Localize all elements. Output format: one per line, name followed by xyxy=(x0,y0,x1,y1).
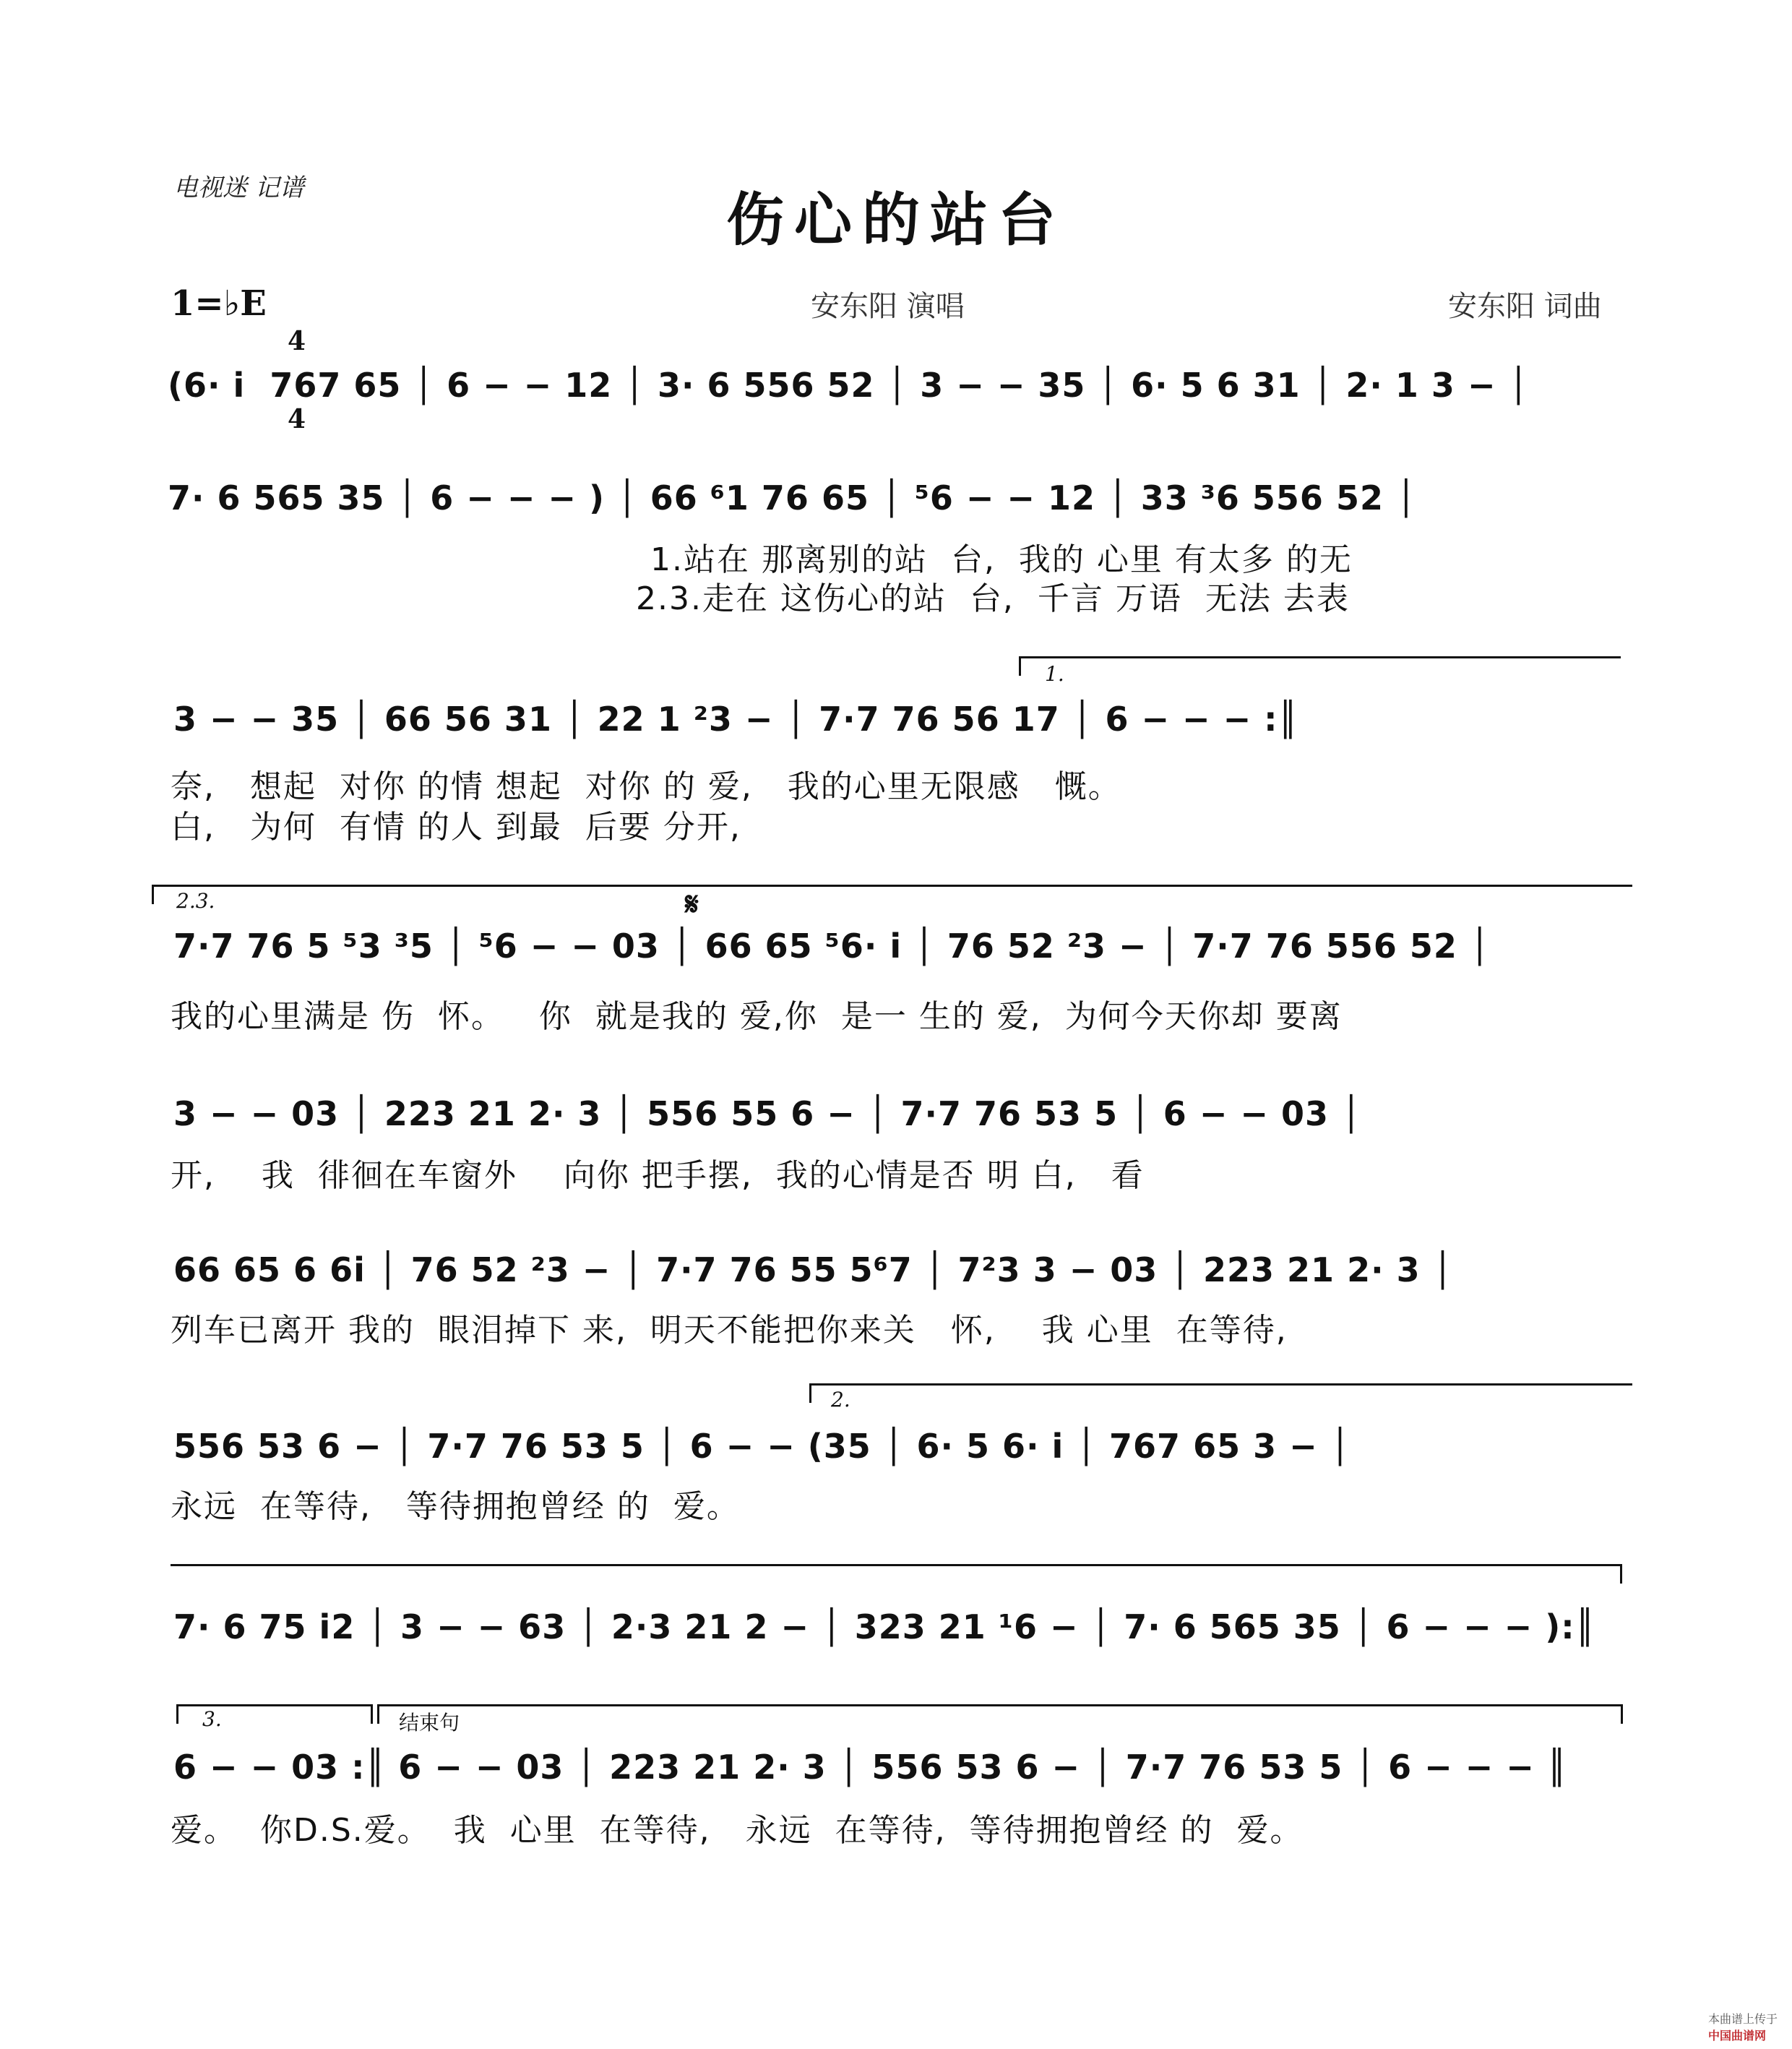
score-row-9-notes: 6 − − 03 :║ 6 − − 03 │ 223 21 2· 3 │ 556 53 6 − │ 7·7 76 53 5 │ 6 − − − ║ xyxy=(173,1748,1568,1787)
time-signature-top: 4 xyxy=(288,326,306,356)
score-row-1-notes: (6· i 767 65 │ 6 − − 12 │ 3· 6 556 52 │ 3 − − 35 │ 6· 5 6 31 │ 2· 1 3 − │ xyxy=(168,366,1530,405)
score-row-3-lyric-verse-1: 奈, 想起 对你 的情 想起 对你 的 爱, 我的心里无限感 慨。 xyxy=(171,768,1121,805)
volta-bracket-1 xyxy=(1019,656,1621,676)
volta-label-2: 2. xyxy=(831,1388,850,1412)
footer-upload-text: 本曲谱上传于 xyxy=(1707,2012,1778,2026)
volta-bracket-2 xyxy=(809,1383,1632,1403)
volta-label-1: 1. xyxy=(1045,662,1064,686)
score-row-9-lyric: 爱。 你D.S.爱。 我 心里 在等待, 永远 在等待, 等待拥抱曾经 的 爱。 xyxy=(171,1812,1304,1849)
score-row-2-notes: 7· 6 565 35 │ 6 − − − ) │ 66 ⁶1 76 65 │ ⁵6 − − 12 │ 33 ³6 556 52 │ xyxy=(168,478,1417,517)
volta-label-2-3: 2.3. xyxy=(176,889,215,913)
score-row-3-notes: 3 − − 35 │ 66 56 31 │ 22 1 ²3 − │ 7·7 76 56 17 │ 6 − − − :║ xyxy=(173,700,1299,739)
segno-sign: 𝄋 xyxy=(685,886,699,923)
score-row-2-lyric-verse-2: 2.3.走在 这伤心的站 台, 千言 万语 无法 去表 xyxy=(636,580,1350,617)
song-title: 伤心的站台 xyxy=(726,186,1066,254)
footer-site-name: 中国曲谱网 xyxy=(1707,2029,1766,2042)
time-signature-bottom: 4 xyxy=(288,404,306,434)
score-row-7-notes: 556 53 6 − │ 7·7 76 53 5 │ 6 − − (35 │ 6· 5 6· i │ 767 65 3 − │ xyxy=(173,1427,1351,1466)
score-row-2-lyric-verse-1: 1.站在 那离别的站 台, 我的 心里 有太多 的无 xyxy=(650,541,1353,578)
score-row-8-notes: 7· 6 75 i2 │ 3 − − 63 │ 2·3 21 2 − │ 323 21 ¹6 − │ 7· 6 565 35 │ 6 − − − ):║ xyxy=(173,1607,1596,1646)
score-row-5-notes: 3 − − 03 │ 223 21 2· 3 │ 556 55 6 − │ 7·7 76 53 5 │ 6 − − 03 │ xyxy=(173,1094,1362,1133)
coda-bracket xyxy=(377,1704,1623,1724)
score-row-7-lyric: 永远 在等待, 等待拥抱曾经 的 爱。 xyxy=(171,1488,740,1525)
volta-label-3: 3. xyxy=(202,1707,222,1731)
transcriber-credit: 电视迷 记谱 xyxy=(173,173,304,202)
performer: 安东阳 演唱 xyxy=(811,290,965,323)
score-row-4-notes: 7·7 76 5 ⁵3 ³5 │ ⁵6 − − 03 │ 66 65 ⁵6· i │ 76 52 ²3 − │ 7·7 76 556 52 │ xyxy=(173,927,1491,966)
score-row-5-lyric: 开, 我 徘徊在车窗外 向你 把手摆, 我的心情是否 明 白, 看 xyxy=(171,1157,1145,1194)
lyricist-composer: 安东阳 词曲 xyxy=(1448,290,1602,323)
volta-bracket-2-3 xyxy=(152,885,1632,904)
score-row-3-lyric-verse-2: 白, 为何 有情 的人 到最 后要 分开, xyxy=(171,809,741,846)
coda-label: 结束句 xyxy=(399,1711,460,1735)
score-row-6-lyric: 列车已离开 我的 眼泪掉下 来, 明天不能把你来关 怀, 我 心里 在等待, xyxy=(171,1312,1288,1349)
score-row-6-notes: 66 65 6 6i │ 76 52 ²3 − │ 7·7 76 55 5⁶7 │ 7²3 3 − 03 │ 223 21 2· 3 │ xyxy=(173,1250,1454,1289)
repeat-extension-line xyxy=(171,1564,1622,1584)
score-row-4-lyric: 我的心里满是 伤 怀。 你 就是我的 爱,你 是一 生的 爱, 为何今天你却 要离 xyxy=(171,998,1343,1035)
watermark-footer xyxy=(1701,1996,1778,2043)
key-signature: 1=♭E xyxy=(171,283,267,324)
